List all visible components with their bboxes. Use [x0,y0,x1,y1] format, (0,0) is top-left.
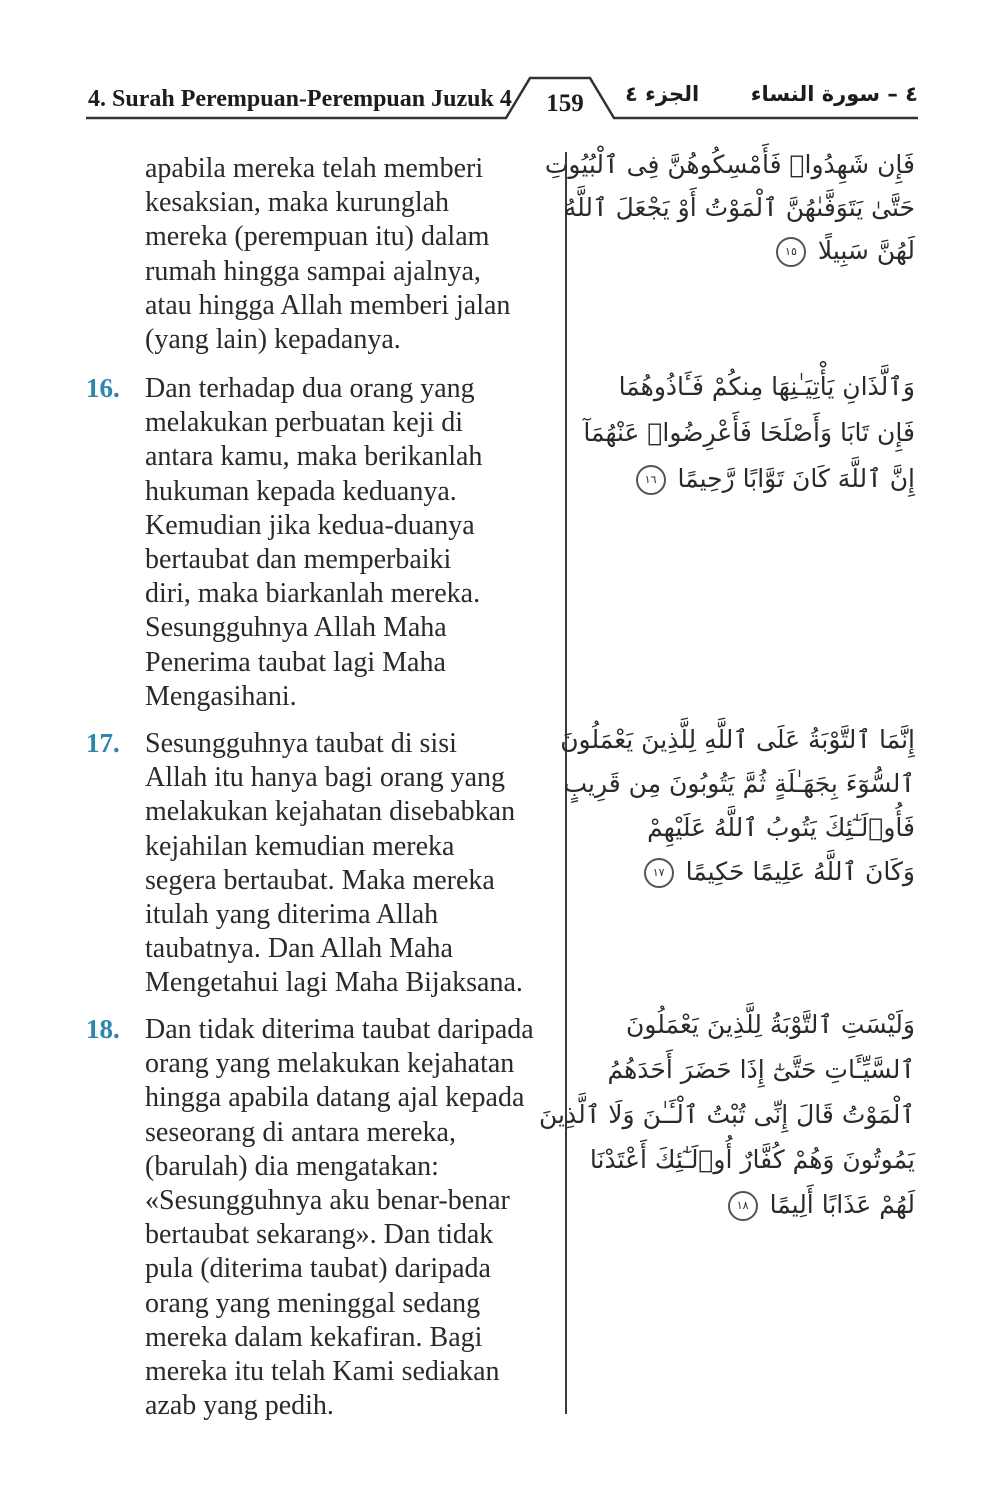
arabic-text: إِنَّ ٱللَّهَ كَانَ تَوَّابًا رَّحِيمًا [677,464,915,493]
ayah-end-marker: ١٥ [776,237,806,267]
running-title: 4. Surah Perempuan-Perempuan Juzuk 4 [88,86,512,112]
verse-16-arabic [583,372,915,510]
arabic-line: فَأُو۟لَـٰٓئِكَ يَتُوبُ ٱللَّهُ عَلَيْهِمْ [647,813,915,842]
verse-15-translation: apabila mereka telah memberi kesaksian, maka kurunglah mereka (perempuan itu) dalam rumah hingga sampai ajalnya, atau hingga Allah memberi jalan (yang lain) kepadanya. [145,153,511,356]
verse-number: 17. [86,728,120,758]
arabic-text: لَهُنَّ سَبِيلًا [817,236,915,265]
arabic-line: يَمُوتُونَ وَهُمْ كُفَّارٌ أُو۟لَـٰٓئِكَ أَعْتَدْنَا [589,1145,915,1174]
verse-17-translation: Sesungguhnya taubat di sisi Allah itu hanya bagi orang yang melakukan kejahatan disebabkan kejahilan kemudian mereka segera bertaubat. Maka mereka itulah yang diterima Allah taubatnya. Dan Allah Maha Mengetahui lagi Maha Bijaksana. [145,728,523,999]
arabic-line: وَٱلَّذَانِ يَأْتِيَـٰنِهَا مِنكُمْ فَـَٔاذُوهُمَا [618,372,915,401]
verse-number: 18. [86,1014,120,1044]
verse-18-arabic [538,1010,915,1235]
page-header [0,0,1000,130]
arabic-line [595,236,915,279]
arabic-line: فَإِن تَابَا وَأَصْلَحَا فَأَعْرِضُوا۟ عَنْهُمَآ [583,418,915,447]
ayah-end-marker: ١٦ [636,465,666,495]
arabic-line: ٱلسَّيِّـَٔاتِ حَتَّىٰٓ إِذَا حَضَرَ أَحَدَهُمُ [607,1055,915,1084]
verse-16-translation: Dan terhadap dua orang yang melakukan perbuatan keji di antara kamu, maka berikanlah hukuman kepada keduanya. Kemudian jika kedua-duanya bertaubat dan memperbaiki diri, maka biarkanlah mereka. Sesungguhnya Allah Maha Penerima taubat lagi Maha Mengasihani. [145,373,483,712]
arabic-line [595,1190,915,1235]
arabic-line [595,464,915,510]
arabic-text: وَكَانَ ٱللَّهُ عَلِيمًا حَكِيمًا [685,857,915,886]
juz-label-arabic: الجزء ٤ [625,82,700,106]
arabic-line: فَإِن شَهِدُوا۟ فَأَمْسِكُوهُنَّ فِى ٱلْبُيُوتِ [544,150,915,179]
arabic-line: ٱلْمَوْتُ قَالَ إِنِّى تُبْتُ ٱلْـَٔـٰنَ وَلَا ٱلَّذِينَ [538,1100,915,1129]
arabic-line: ٱلسُّوٓءَ بِجَهَـٰلَةٍ ثُمَّ يَتُوبُونَ مِن قَرِيبٍ [563,769,915,798]
arabic-line: حَتَّىٰ يَتَوَفَّىٰهُنَّ ٱلْمَوْتُ أَوْ يَجْعَلَ ٱللَّهُ [563,193,915,222]
arabic-line: وَلَيْسَتِ ٱلتَّوْبَةُ لِلَّذِينَ يَعْمَلُونَ [625,1010,915,1039]
verse-number: 16. [86,373,120,403]
arabic-line [595,857,915,901]
verse-15-arabic [544,150,915,279]
arabic-text: لَهُمْ عَذَابًا أَلِيمًا [769,1190,915,1219]
ayah-end-marker: ١٧ [644,858,674,888]
arabic-line: إِنَّمَا ٱلتَّوْبَةُ عَلَى ٱللَّهِ لِلَّذِينَ يَعْمَلُونَ [560,725,915,754]
surah-label-arabic: ٤ – سورة النساء [750,82,918,106]
page-number: 159 [546,90,584,117]
verse-17-arabic [560,725,915,901]
verse-18-translation: Dan tidak diterima taubat daripada orang yang melakukan kejahatan hingga apabila datang ajal kepada seseorang di antara mereka, (barulah) dia mengatakan: «Sesungguhnya aku benar-benar bertaubat sekarang». Dan tidak pula (diterima taubat) daripada orang yang meninggal sedang mereka dalam kekafiran. Bagi mereka itu telah Kami sediakan azab yang pedih. [145,1014,534,1422]
ayah-end-marker: ١٨ [728,1191,758,1221]
